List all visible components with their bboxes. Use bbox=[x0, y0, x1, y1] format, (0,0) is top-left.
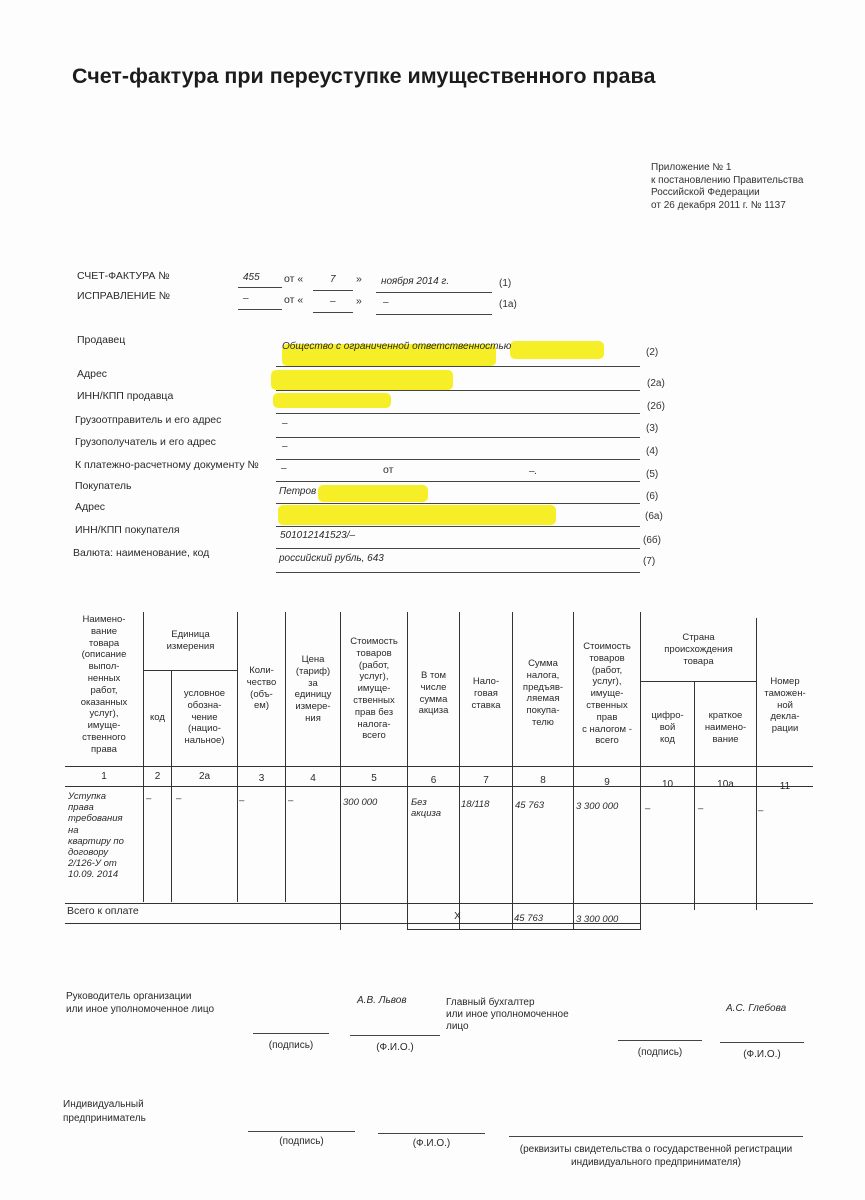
header-tax-rate: Нало- говая ставка bbox=[471, 676, 501, 711]
correction-date: – bbox=[383, 297, 389, 308]
row-tax-rate: 18/118 bbox=[461, 799, 490, 810]
header-customs: Номер таможен- ной декла- рации bbox=[764, 676, 806, 735]
invoice-month-year: ноября 2014 г. bbox=[381, 276, 450, 287]
correction-ot: от « bbox=[284, 294, 304, 306]
buyer-inn-code: (6б) bbox=[643, 535, 661, 546]
payment-doc-label: К платежно-расчетному документу № bbox=[75, 459, 259, 471]
col-number: 10а bbox=[717, 779, 734, 790]
buyer-address-label: Адрес bbox=[75, 501, 106, 513]
col-number: 11 bbox=[779, 781, 791, 792]
row-country-name: – bbox=[698, 803, 704, 814]
correction-number: – bbox=[243, 293, 249, 304]
invoice-close-quote: » bbox=[356, 273, 362, 285]
row-unit-code: – bbox=[146, 793, 152, 804]
currency-label: Валюта: наименование, код bbox=[73, 547, 210, 559]
row-price: – bbox=[288, 795, 294, 806]
header-cost-w-tax: Стоимость товаров (работ, услуг), имуще- ственных прав с налогом - всего bbox=[582, 641, 632, 747]
header-unit-code: код bbox=[150, 712, 165, 723]
head-sign-caption: (подпись) bbox=[268, 1040, 314, 1051]
col-number: 5 bbox=[371, 773, 377, 784]
currency-value: российский рубль, 643 bbox=[279, 553, 384, 564]
consignee-code: (4) bbox=[646, 446, 659, 457]
consignee-label: Грузополучатель и его адрес bbox=[75, 436, 216, 448]
row-country-code: – bbox=[645, 803, 651, 814]
total-excise: X bbox=[454, 911, 461, 922]
seller-address-code: (2а) bbox=[647, 378, 665, 389]
currency-code: (7) bbox=[643, 556, 656, 567]
accountant-sign-caption: (подпись) bbox=[637, 1047, 683, 1058]
seller-inn-code: (2б) bbox=[647, 401, 665, 412]
col-number: 2 bbox=[154, 771, 161, 782]
accountant-label: Главный бухгалтер или иное уполномоченное лицо bbox=[446, 997, 569, 1032]
seller-value: Общество с ограниченной ответственностью bbox=[282, 341, 512, 352]
accountant-fio-caption: (Ф.И.О.) bbox=[743, 1049, 781, 1060]
col-number: 1 bbox=[101, 771, 107, 782]
row-cost-wo-tax: 300 000 bbox=[343, 797, 378, 808]
buyer-inn-value: 501012141523/– bbox=[280, 530, 356, 541]
payment-doc-code: (5) bbox=[646, 469, 659, 480]
invoice-label: СЧЕТ-ФАКТУРА № bbox=[77, 270, 170, 282]
header-country-group: Страна происхождения товара bbox=[664, 632, 733, 667]
header-unit-group: Единица измерения bbox=[166, 629, 215, 652]
invoice-day: 7 bbox=[330, 274, 336, 285]
col-number: 10 bbox=[661, 779, 674, 790]
row-qty: – bbox=[239, 795, 245, 806]
col-number: 6 bbox=[430, 775, 437, 786]
seller-label: Продавец bbox=[77, 334, 126, 346]
registration-caption: (реквизиты свидетельства о государственной регистрации индивидуального предпринимателя) bbox=[519, 1144, 793, 1168]
header-tax-sum: Сумма налога, предъяв- ляемая покупа- телю bbox=[522, 658, 564, 728]
header-price: Цена (тариф) за единицу измере- ния bbox=[294, 654, 332, 724]
payment-doc-date: –. bbox=[529, 466, 538, 477]
payment-doc-value: – bbox=[281, 463, 287, 474]
buyer-label: Покупатель bbox=[75, 480, 132, 492]
header-country-name: краткое наимено- вание bbox=[704, 710, 747, 745]
head-fio-caption: (Ф.И.О.) bbox=[376, 1042, 414, 1053]
row-cost-w-tax: 3 300 000 bbox=[576, 801, 619, 812]
correction-day: – bbox=[330, 296, 336, 307]
header-country-code: цифро- вой код bbox=[651, 710, 684, 745]
entrepreneur-sign-caption: (подпись) bbox=[279, 1136, 324, 1147]
seller-inn-label: ИНН/КПП продавца bbox=[77, 390, 174, 402]
row-name: Уступка права требования на квартиру по договору 2/126-У от 10.09. 2014 bbox=[68, 791, 124, 881]
row-customs: – bbox=[758, 805, 764, 816]
correction-code: (1а) bbox=[499, 299, 517, 310]
head-label: Руководитель организации или иное уполномоченное лицо bbox=[66, 991, 215, 1015]
entrepreneur-fio-caption: (Ф.И.О.) bbox=[412, 1138, 451, 1149]
invoice-ot: от « bbox=[284, 273, 304, 285]
row-tax-sum: 45 763 bbox=[515, 800, 545, 811]
col-number: 8 bbox=[540, 775, 546, 786]
correction-label: ИСПРАВЛЕНИЕ № bbox=[77, 290, 171, 302]
col-number: 4 bbox=[310, 773, 316, 784]
col-number: 9 bbox=[604, 777, 610, 788]
correction-close-quote: » bbox=[356, 295, 362, 307]
row-excise: Без акциза bbox=[411, 797, 442, 820]
header-name: Наимено- вание товара (описание выпол- ненных работ, оказанных услуг), имуще- ственного права bbox=[80, 614, 128, 755]
total-cost-w-tax: 3 300 000 bbox=[576, 914, 619, 925]
col-number: 7 bbox=[483, 775, 489, 786]
header-qty: Коли- чество (объ- ем) bbox=[246, 665, 277, 712]
shipper-value: – bbox=[282, 418, 288, 429]
appendix-line: Российской Федерации bbox=[651, 187, 760, 198]
buyer-inn-label: ИНН/КПП покупателя bbox=[75, 524, 180, 536]
appendix-line: Приложение № 1 bbox=[651, 162, 732, 173]
shipper-label: Грузоотправитель и его адрес bbox=[75, 414, 222, 426]
document-title: Счет-фактура при переуступке имущественного права bbox=[72, 64, 656, 88]
accountant-name: А.С. Глебова bbox=[726, 1003, 787, 1014]
payment-doc-ot: от bbox=[383, 464, 394, 476]
buyer-code: (6) bbox=[646, 491, 659, 502]
head-name: А.В. Львов bbox=[357, 995, 407, 1006]
appendix-line: к постановлению Правительства bbox=[651, 174, 804, 186]
buyer-address-code: (6а) bbox=[645, 511, 663, 522]
invoice-number: 455 bbox=[243, 272, 260, 283]
entrepreneur-label: Индивидуальный предприниматель bbox=[63, 1099, 146, 1124]
shipper-code: (3) bbox=[646, 423, 659, 434]
total-label: Всего к оплате bbox=[67, 905, 139, 917]
header-unit-name: условное обозна- чение (нацио- нальное) bbox=[183, 688, 226, 747]
row-unit-name: – bbox=[176, 793, 182, 804]
seller-code: (2) bbox=[646, 347, 659, 358]
header-cost-wo-tax: Стоимость товаров (работ, услуг), имуще- ственных прав без налога- всего bbox=[350, 636, 398, 742]
total-tax-sum: 45 763 bbox=[514, 913, 544, 924]
buyer-value: Петров bbox=[279, 486, 317, 497]
appendix-line: от 26 декабря 2011 г. № 1137 bbox=[651, 199, 786, 211]
col-number: 3 bbox=[258, 773, 265, 784]
header-excise: В том числе сумма акциза bbox=[418, 670, 449, 717]
col-number: 2а bbox=[198, 771, 211, 782]
appendix-note bbox=[651, 162, 803, 212]
consignee-value: – bbox=[282, 441, 288, 452]
seller-address-label: Адрес bbox=[77, 368, 108, 380]
invoice-code: (1) bbox=[499, 278, 512, 289]
